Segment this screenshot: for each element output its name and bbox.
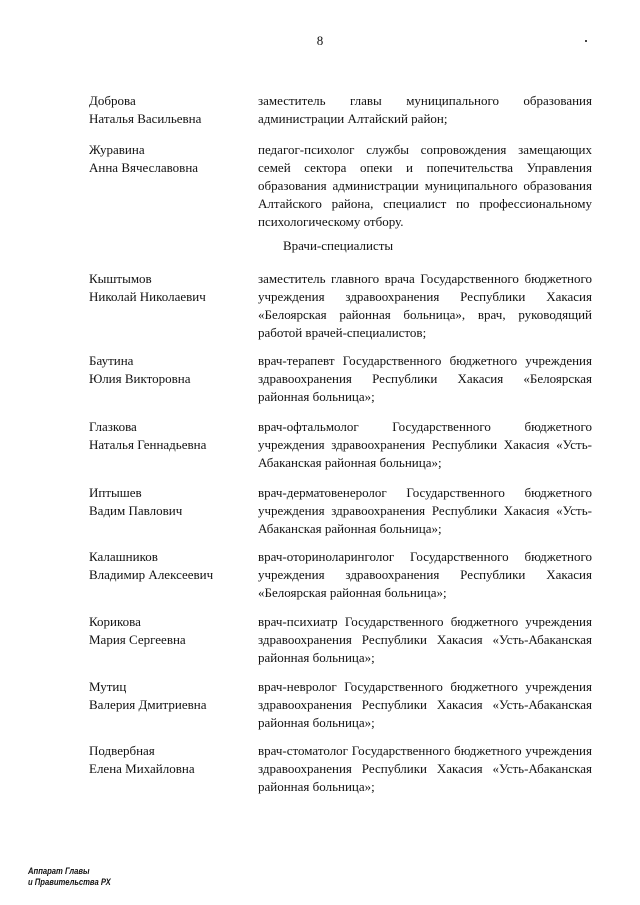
position-description: врач-офтальмолог Государственного бюджетного учреждения здравоохранения Республики Хакасия «Усть-Абаканская районная больница»; <box>258 419 592 470</box>
person-name <box>89 484 249 520</box>
given-names: Юлия Викторовна <box>89 371 191 386</box>
footer-stamp <box>28 866 111 888</box>
position-description: врач-стоматолог Государственного бюджетного учреждения здравоохранения Республики Хакасия «Усть-Абаканская районная больница»; <box>258 743 592 794</box>
given-names: Валерия Дмитриевна <box>89 697 207 712</box>
surname: Доброва <box>89 93 136 108</box>
position-description: врач-психиатр Государственного бюджетного учреждения здравоохранения Республики Хакасия «Усть-Абаканская районная больница»; <box>258 614 592 665</box>
person-name <box>89 742 249 778</box>
person-name <box>89 92 249 128</box>
surname: Баутина <box>89 353 134 368</box>
person-name <box>89 613 249 649</box>
footer-line: и Правительства РХ <box>28 877 111 887</box>
surname: Кыштымов <box>89 271 152 286</box>
position-description: врач-оториноларинголог Государственного бюджетного учреждения здравоохранения Республики Хакасия «Белоярская районная больница»; <box>258 549 592 600</box>
person-name <box>89 270 249 306</box>
surname: Корикова <box>89 614 141 629</box>
position-description: заместитель главного врача Государственного бюджетного учреждения здравоохранения Республики Хакасия «Белоярская районная больница», врач, руководящий работой врачей-специалистов; <box>258 271 592 340</box>
given-names: Вадим Павлович <box>89 503 183 518</box>
given-names: Анна Вячеславовна <box>89 160 199 175</box>
position-description: заместитель главы муниципального образования администрации Алтайский район; <box>258 93 592 126</box>
surname: Мутиц <box>89 679 127 694</box>
given-names: Мария Сергеевна <box>89 632 186 647</box>
surname: Журавина <box>89 142 145 157</box>
position-description: врач-дерматовенеролог Государственного бюджетного учреждения здравоохранения Республики Хакасия «Усть-Абаканская районная больница»; <box>258 485 592 536</box>
given-names: Елена Михайловна <box>89 761 195 776</box>
given-names: Наталья Васильевна <box>89 111 202 126</box>
position-description: врач-невролог Государственного бюджетного учреждения здравоохранения Республики Хакасия «Усть-Абаканская районная больница»; <box>258 679 592 730</box>
page-number: 8 <box>316 33 324 48</box>
person-name <box>89 352 249 388</box>
given-names: Николай Николаевич <box>89 289 206 304</box>
surname: Подвербная <box>89 743 155 758</box>
person-name <box>89 418 249 454</box>
scan-speck <box>585 40 587 42</box>
footer-line: Аппарат Главы <box>28 866 90 876</box>
given-names: Владимир Алексеевич <box>89 567 214 582</box>
surname: Глазкова <box>89 419 137 434</box>
person-name <box>89 678 249 714</box>
surname: Калашников <box>89 549 158 564</box>
given-names: Наталья Геннадьевна <box>89 437 207 452</box>
section-heading: Врачи-специалисты <box>283 238 394 253</box>
person-name <box>89 548 249 584</box>
surname: Иптышев <box>89 485 142 500</box>
position-description: педагог-психолог службы сопровождения замещающих семей сектора опеки и попечительства Управления образования администрации муниципального образования Алтайского района, специалист по профессиональному психологическому отбору. <box>258 142 592 229</box>
position-description: врач-терапевт Государственного бюджетного учреждения здравоохранения Республики Хакасия «Белоярская районная больница»; <box>258 353 592 404</box>
person-name <box>89 141 249 177</box>
